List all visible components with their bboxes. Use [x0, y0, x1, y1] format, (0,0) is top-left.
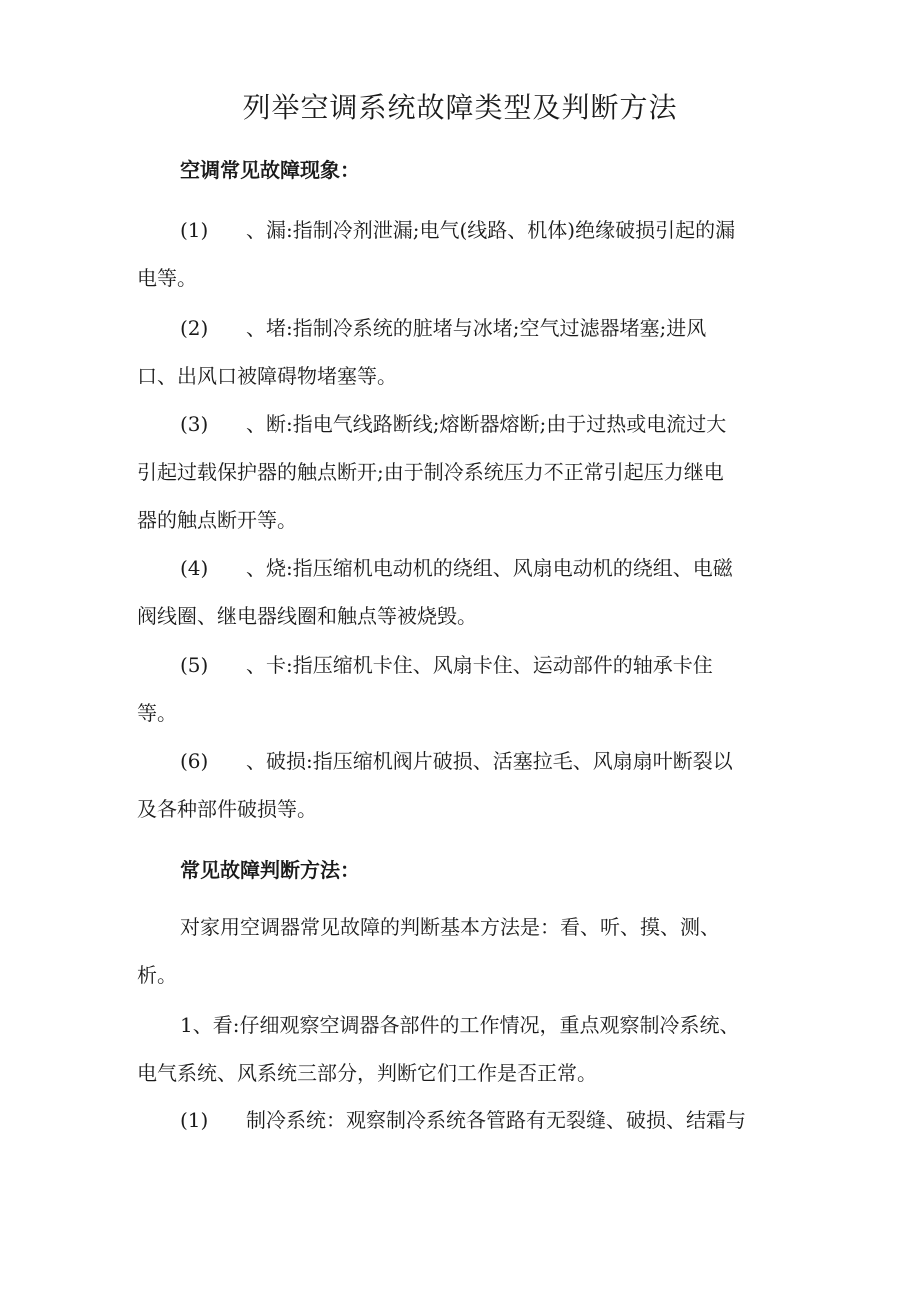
item-text-continued: 器的触点断开等。	[137, 508, 297, 532]
item-number: (1)	[180, 218, 209, 242]
item-number: (5)	[180, 653, 209, 677]
document-title: 列举空调系统故障类型及判断方法	[242, 91, 678, 124]
item-text: 、烧:指压缩机电动机的绕组、风扇电动机的绕组、电磁	[246, 556, 733, 580]
paragraph-intro-continued: 析。	[137, 963, 177, 987]
section-heading-judgment-methods: 常见故障判断方法：	[180, 858, 360, 882]
item-text-continued: 等。	[137, 701, 177, 725]
item-text-continued: 及各种部件破损等。	[137, 797, 317, 821]
item-number: (4)	[180, 556, 209, 580]
item-number: (3)	[180, 412, 209, 436]
item-text: 、卡:指压缩机卡住、风扇卡住、运动部件的轴承卡住	[246, 653, 713, 677]
section-heading-fault-phenomena: 空调常见故障现象：	[180, 158, 360, 182]
item-text-continued: 引起过载保护器的触点断开;由于制冷系统压力不正常引起压力继电	[137, 460, 724, 484]
item-text: 、漏:指制冷剂泄漏;电气(线路、机体)绝缘破损引起的漏	[246, 218, 736, 242]
paragraph-look-continued: 电气系统、风系统三部分，判断它们工作是否正常。	[137, 1061, 597, 1085]
sub-item-number: (1)	[180, 1108, 209, 1132]
item-text-continued: 口、出风口被障碍物堵塞等。	[137, 364, 397, 388]
sub-item-text: 制冷系统：观察制冷系统各管路有无裂缝、破损、结霜与	[246, 1108, 746, 1132]
item-number: (2)	[180, 316, 209, 340]
item-text: 、断:指电气线路断线;熔断器熔断;由于过热或电流过大	[246, 412, 727, 436]
item-text-continued: 阀线圈、继电器线圈和触点等被烧毁。	[137, 604, 477, 628]
item-text: 、破损:指压缩机阀片破损、活塞拉毛、风扇扇叶断裂以	[246, 749, 733, 773]
item-text-continued: 电等。	[137, 266, 197, 290]
item-number: (6)	[180, 749, 209, 773]
paragraph-intro: 对家用空调器常见故障的判断基本方法是：看、听、摸、测、	[180, 915, 720, 939]
item-text: 、堵:指制冷系统的脏堵与冰堵;空气过滤器堵塞;进风	[246, 316, 707, 340]
paragraph-look: 1、看:仔细观察空调器各部件的工作情况，重点观察制冷系统、	[180, 1013, 740, 1037]
